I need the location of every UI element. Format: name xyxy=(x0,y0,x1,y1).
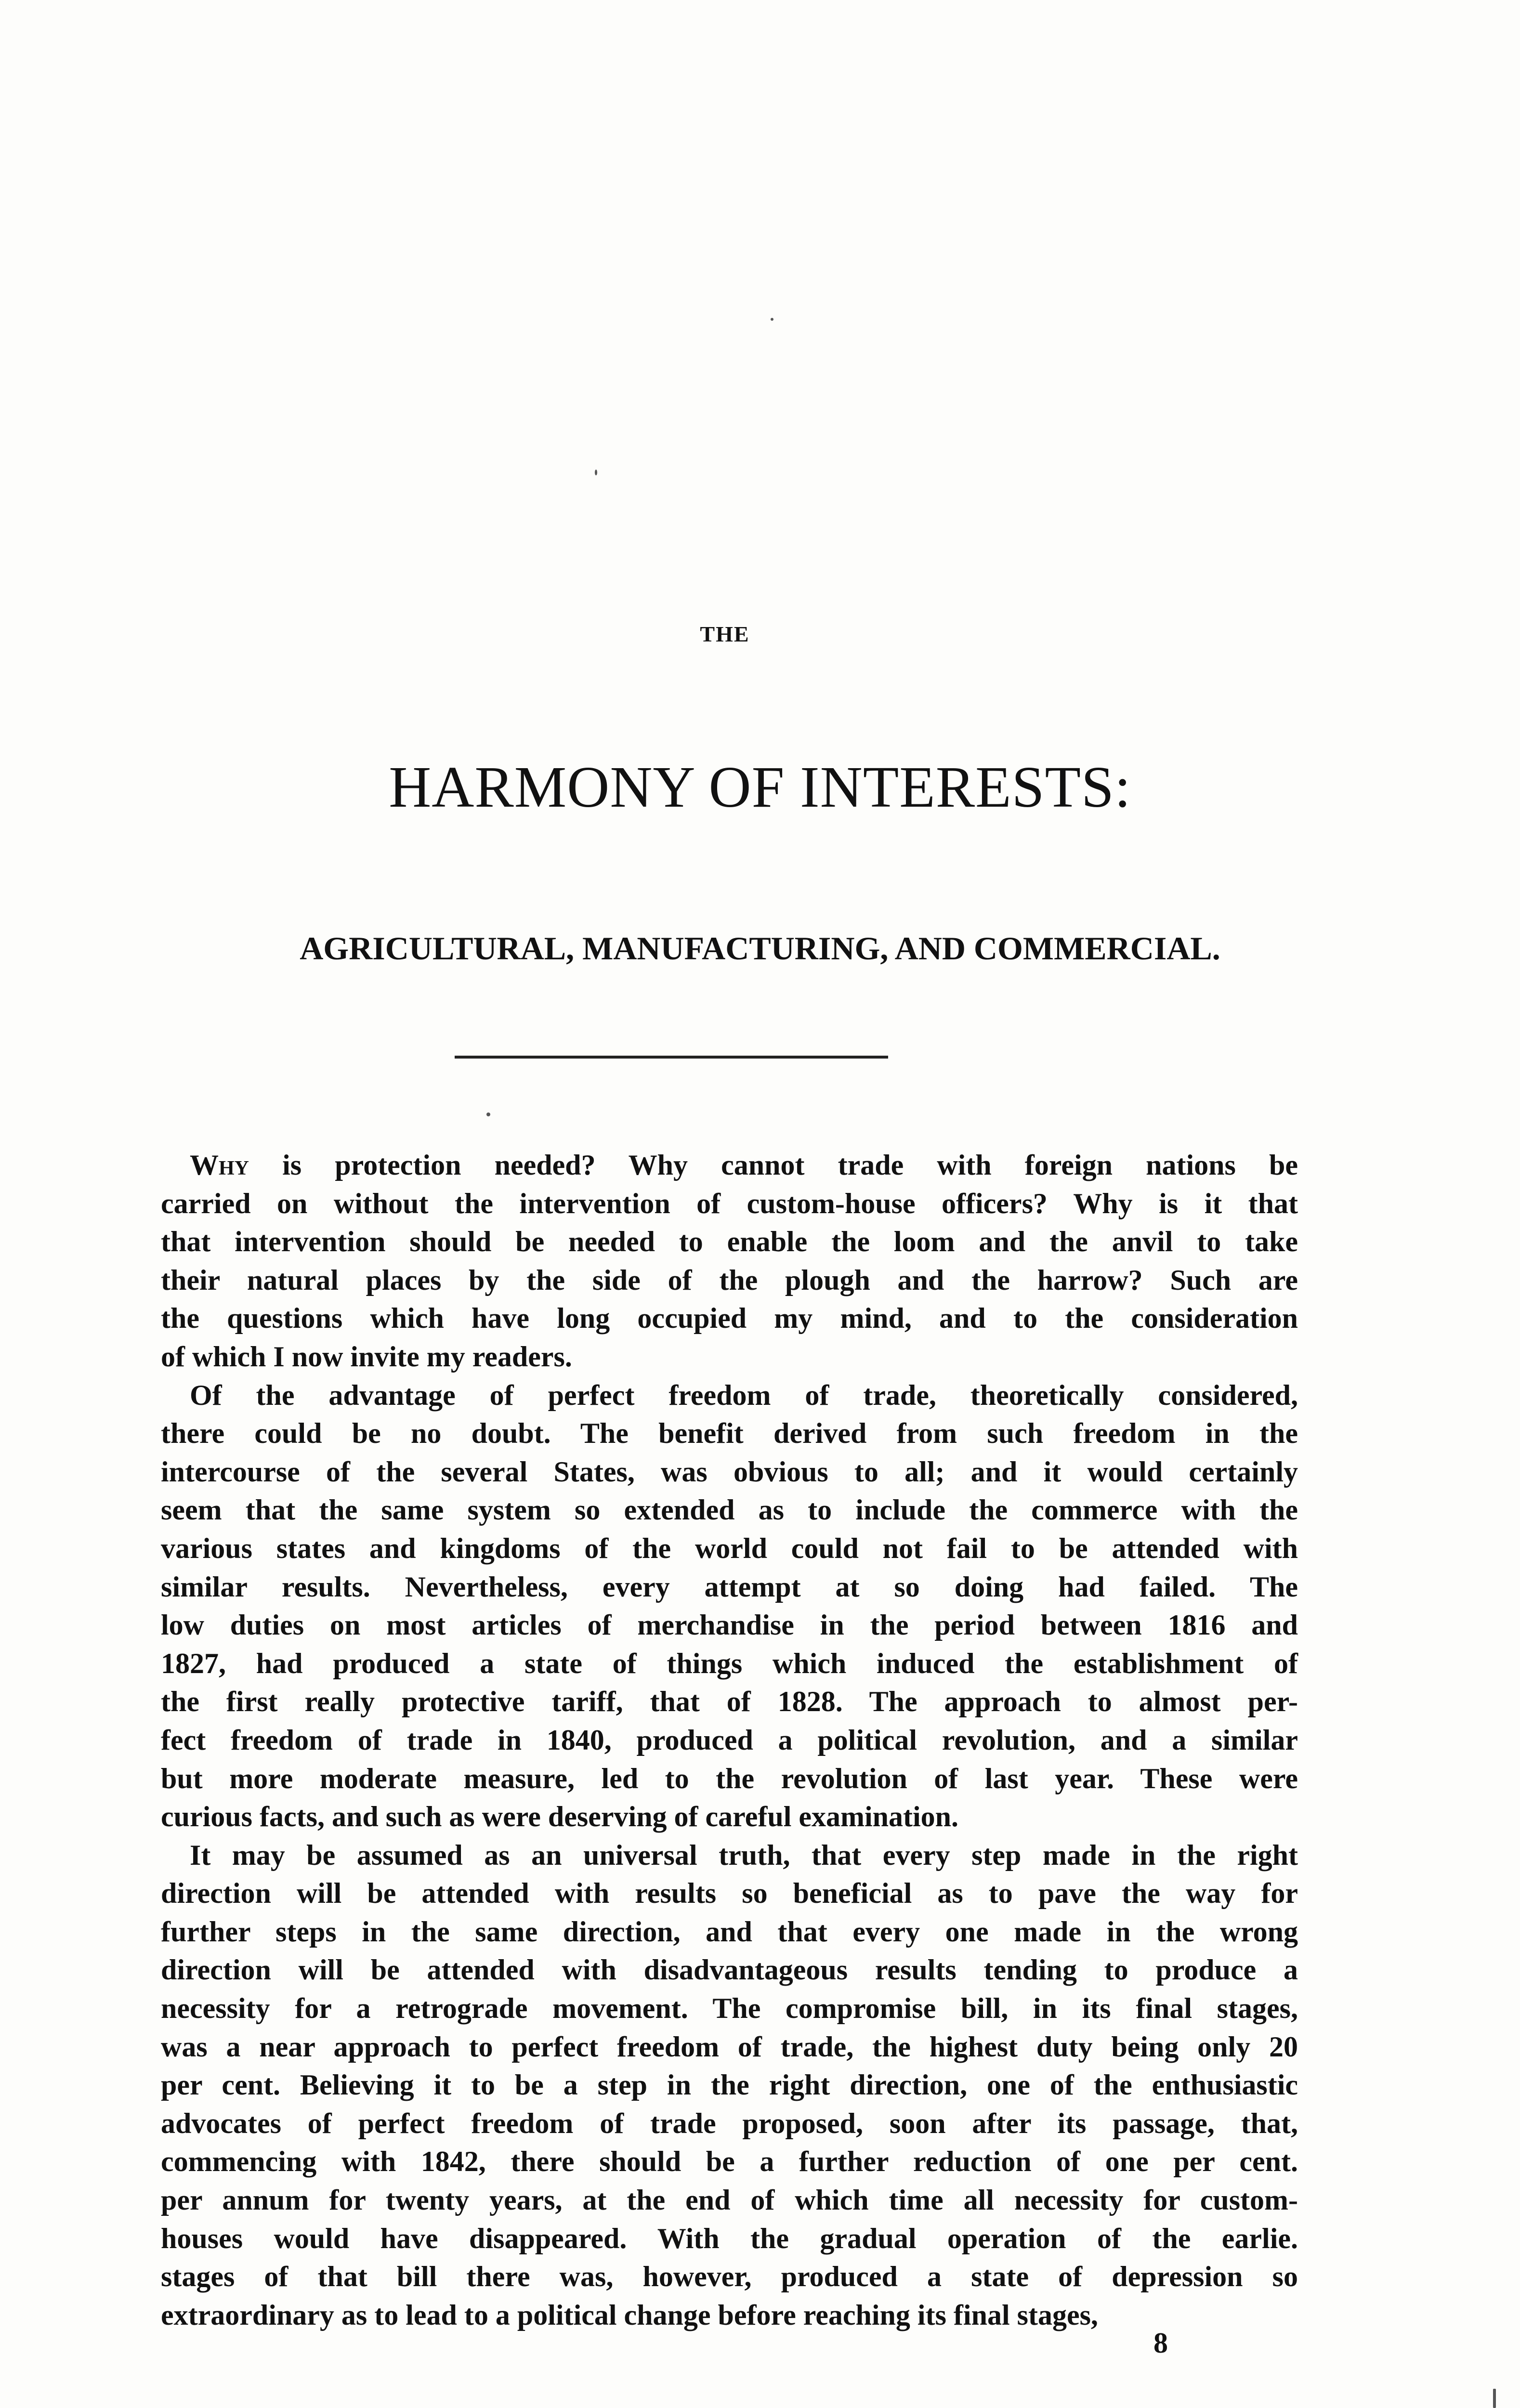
text-line: per annum for twenty years, at the end of which time all necessity for custom- xyxy=(161,2184,1298,2216)
text-line: extraordinary as to lead to a political change before reaching its final stages, xyxy=(161,2299,1098,2331)
text-line: there could be no doubt. The benefit derived from such freedom in the xyxy=(161,1417,1298,1450)
scan-speck xyxy=(486,1112,490,1116)
text-line: various states and kingdoms of the world could not fail to be attended with xyxy=(161,1532,1298,1564)
text-line: It may be assumed as an universal truth, that every step made in the right xyxy=(190,1839,1298,1871)
text-line: further steps in the same direction, and that every one made in the wrong xyxy=(161,1915,1298,1948)
title-article: THE xyxy=(700,622,750,646)
text-line: stages of that bill there was, however, produced a state of depression so xyxy=(161,2261,1298,2293)
text-line: was a near approach to perfect freedom of trade, the highest duty being only 20 xyxy=(161,2030,1298,2063)
text-line: curious facts, and such as were deserving of careful examination. xyxy=(161,1801,959,1833)
page-title: HARMONY OF INTERESTS: xyxy=(389,755,1131,820)
page-number: 8 xyxy=(1153,2327,1168,2359)
scan-speck xyxy=(1493,2389,1496,2408)
text-line: of which I now invite my readers. xyxy=(161,1340,572,1373)
text-line: that intervention should be needed to enable the loom and the anvil to take xyxy=(161,1226,1298,1258)
text-line: intercourse of the several States, was obvious to all; and it would certainly xyxy=(161,1455,1298,1488)
text-line: per cent. Believing it to be a step in the right direction, one of the enthusiastic xyxy=(161,2069,1298,2101)
text-line: commencing with 1842, there should be a further reduction of one per cent. xyxy=(161,2146,1298,2178)
text-line: but more moderate measure, led to the revolution of last year. These were xyxy=(161,1762,1298,1794)
text-line: the questions which have long occupied my mind, and to the consideration xyxy=(161,1302,1298,1335)
page-subtitle: AGRICULTURAL, MANUFACTURING, AND COMMERCIAL. xyxy=(300,930,1220,967)
line-text: is protection needed? Why cannot trade with foreign nations be xyxy=(249,1149,1298,1181)
text-line: direction will be attended with results so beneficial as to pave the way for xyxy=(161,1877,1298,1910)
scan-speck xyxy=(771,318,773,321)
text-line: fect freedom of trade in 1840, produced a political revolution, and a similar xyxy=(161,1724,1298,1756)
text-line: direction will be attended with disadvantageous results tending to produce a xyxy=(161,1954,1298,1986)
scan-speck xyxy=(595,470,597,475)
text-line xyxy=(161,1146,1298,1185)
text-line: Of the advantage of perfect freedom of trade, theoretically considered, xyxy=(190,1379,1298,1411)
text-line: advocates of perfect freedom of trade proposed, soon after its passage, that, xyxy=(161,2107,1298,2139)
text-line: 1827, had produced a state of things which induced the establishment of xyxy=(161,1647,1298,1679)
drop-word: Why xyxy=(190,1149,249,1181)
text-line: carried on without the intervention of custom-house officers? Why is it that xyxy=(161,1187,1298,1219)
text-line: similar results. Nevertheless, every attempt at so doing had failed. The xyxy=(161,1570,1298,1603)
text-line: necessity for a retrograde movement. The compromise bill, in its final stages, xyxy=(161,1992,1298,2025)
text-line: houses would have disappeared. With the gradual operation of the earlie. xyxy=(161,2222,1298,2254)
paragraph xyxy=(161,1146,1298,1376)
paragraph xyxy=(161,1836,1298,2335)
body-text xyxy=(161,1146,1298,2334)
text-line: seem that the same system so extended as to include the commerce with the xyxy=(161,1494,1298,1526)
paragraph xyxy=(161,1376,1298,1836)
text-line: the first really protective tariff, that of 1828. The approach to almost per- xyxy=(161,1686,1298,1718)
text-line: low duties on most articles of merchandise in the period between 1816 and xyxy=(161,1609,1298,1641)
text-line: their natural places by the side of the plough and the harrow? Such are xyxy=(161,1264,1298,1296)
divider-rule xyxy=(455,1056,888,1059)
